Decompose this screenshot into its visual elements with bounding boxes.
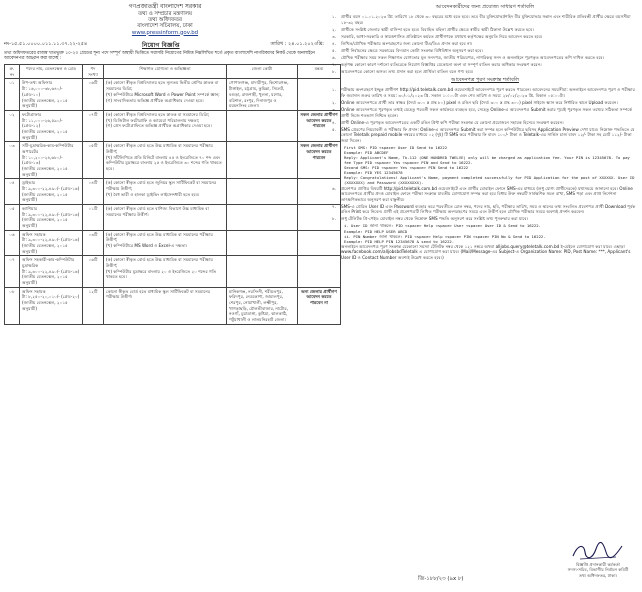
sms-line: ii. PIN Number জানা থাকলে: PID <space> Help <space> PIN <space> PIN No & Send to 16222.	[344, 233, 546, 239]
condition-item	[332, 55, 638, 61]
qualification-line: (গ) প্রেস ফটোগ্রাফিতে অভিজ্ঞ প্রার্থীকে অগ্রাধিকার দেওয়া হবে।	[106, 123, 212, 129]
post-name: সাঁট-মুদ্রাক্ষরিক-কাম-কম্পিউটার অপারেটর	[22, 143, 74, 154]
condition-number: ৭.	[332, 61, 337, 67]
qualification-line: (খ) বৈধ ভারী ও হালকা ড্রাইভিং লাইসেন্সধারী হতে হবে।	[106, 191, 200, 197]
ministry-name: তথ্য ও সম্প্রচার মন্ত্রণালয়	[137, 10, 193, 17]
row-districts: মানিকগঞ্জ, নরসিংদী, শরীয়তপুর, ফরিদপুর, নেত্রকোণা, জামালপুর, শেরপুর, নোয়াখালী, লক্ষ্মীপুর, খাগড়াছড়ি, মৌলভীবাজার, নাটোর, নওগাঁ, চুয়াডাঙ্গা, কুষ্টিয়া, ঝালকাঠি, পটুয়াখালী ও লালমনিরহাট জেলা।	[227, 287, 298, 324]
condition-text: পরীক্ষায় অংশগ্রহণে ইচ্ছুক প্রার্থীগণ http://pid.teletalk.com.bd ওয়েবসাইটে আবেদনপত্র পূরণ করতে পারবেন। আবেদনের সময়সীমা: অনলাইনে আবেদনপত্র পূরণ ও পরীক্ষার ফি জমাদান শুরুর তারিখ ও সময়: ৩০/০১/২০২৩ খ্রি. সকাল ১০:০০টা এবং শেষ তারিখ ও সময়: ২৮/০২/২০২৩ খ্রি. বিকাল ০৫:০০টা।	[341, 87, 635, 98]
footnote	[332, 244, 638, 261]
footnote-text: অনলাইনে আবেদনপত্র পূরণ সংক্রান্ত যেকোনো সমস্যা টেলিটক নম্বর থেকে ১২১ নম্বরে অথবা alljobs.query@teletalk.com.bd ই-মেইলে যোগাযোগ করা যাবে। এছাড়া www.facebook.com/alljobsbdTeletalk এ যোগাযোগ করা যাবে। (Mail/Message-এর Subject-এ Organization Name: PID, Post Name: ***, Applicant's User ID ও Contact Number অবশ্যই উল্লেখ করতে হবে।)	[341, 243, 631, 261]
row-qualification	[104, 110, 227, 141]
condition-item	[332, 34, 638, 40]
condition-text: SMS-এ প্রেরিত User ID এবং Password ব্যবহার করে পরবর্তীতে রোল নম্বর, পদের নাম, ছবি, পরীক্ষার তারিখ, সময় ও স্থানের তথ্য সংবলিত প্রবেশপত্র প্রার্থী Download পূর্বক রঙিন Print করে নিবেন। প্রার্থী এই প্রবেশপত্রটি লিখিত পরীক্ষায় অংশগ্রহণের সময়ে এবং উত্তীর্ণ হলে মৌখিক পরীক্ষার সময়ে অবশ্যই প্রদর্শন করবেন।	[341, 203, 636, 215]
pay-note: (জাতীয় বেতনস্কেল, ২০১৫ অনুযায়ী)	[22, 217, 68, 228]
row-serial: ০৮	[5, 287, 20, 324]
condition-item	[332, 186, 638, 203]
row-remarks: অন্য জেলার প্রার্থীগণ আবেদন করতে পারবেন না	[298, 287, 341, 324]
pay-scale: টা: ১৬,০০০-৩৮,৬৪০/- (গ্রেড-১০)	[22, 86, 63, 97]
condition-item	[332, 204, 638, 215]
condition-text: প্রার্থীর বয়স ০১.০১.২০২৩ খ্রি: তারিখে ১৮ থেকে ৩০ বছরের মধ্যে হতে হবে। তবে বীর মুক্তিযোদ্ধা/শহিদ বীর মুক্তিযোদ্ধার সন্তান এবং শারীরিক প্রতিবন্ধী প্রার্থীর ক্ষেত্রে বয়সসীমা ১৮-৩২ বছর।	[341, 14, 631, 25]
pay-note: (জাতীয় বেতনস্কেল, ২০১৫ অনুযায়ী)	[22, 242, 68, 254]
qualification-line: (গ) সাংবাদিকতায় অভিজ্ঞ প্রার্থীকে অগ্রাধিকার দেওয়া হবে।	[106, 97, 204, 103]
condition-text: প্রার্থী নির্বাচনের ক্ষেত্রে সরকারের বিদ্যমান কোটা সংক্রান্ত বিধিবিধান অনুসরণ করা হবে।	[341, 47, 483, 53]
col-count: পদ সংখ্যা	[83, 65, 104, 79]
pay-scale: টা: ৯,৩০০-২২,৪৯০/- (গ্রেড-১৬)	[22, 237, 80, 243]
row-districts	[227, 230, 298, 256]
condition-number: ৬.	[332, 54, 337, 60]
condition-number: ১.	[332, 14, 337, 19]
qualification-line: (ক) কোনো স্বীকৃত বিশ্ববিদ্যালয় হতে স্নাতক বা সমমানের ডিগ্রি;	[106, 111, 210, 117]
condition-item	[332, 48, 638, 54]
condition-number: ১.	[332, 87, 337, 93]
sms-line: Reply: Applicant's Name, Tk-112 (ONE HUNDRED TWELVE) only will be charged as application fee. Your PIN is 12345678. To pay fee Type PID <space> Yes <space> PIN and Send to 16222.	[344, 155, 630, 166]
posts-table	[4, 61, 341, 325]
pay-note: (জাতীয় বেতনস্কেল, ২০১৫ অনুযায়ী)	[22, 128, 68, 140]
row-districts	[227, 110, 298, 141]
row-qualification	[104, 79, 227, 110]
qualification-line: (খ) ডিজিটাল ফটোগ্রাফি ও ক্যামেরা পরিচালনায় দক্ষতা;	[106, 117, 200, 123]
row-count: ০১টি	[83, 204, 104, 230]
col-serial: ক্র. নং	[5, 65, 20, 79]
row-post	[20, 204, 83, 230]
row-serial: ০৬	[5, 230, 20, 256]
condition-item	[332, 216, 638, 222]
row-post	[20, 79, 83, 110]
col-post: পদের নাম, বেতনস্কেল ও গ্রেড	[20, 65, 83, 79]
table-row	[5, 110, 341, 141]
row-qualification	[104, 230, 227, 256]
memo-ref: নং-১৫.৫১.০০০০.০১১.১১.৩৭.২২-২৫৪	[4, 40, 88, 47]
online-title: আবেদনপত্র পূরণ সংক্রান্ত শর্তাবলি	[451, 77, 519, 84]
post-name: ক্যাশিয়ার	[22, 205, 38, 211]
table-row	[5, 79, 341, 110]
signatory-designation: সদস্য-সচিব, বিভাগীয় নির্বাচন কমিটি	[567, 567, 629, 573]
condition-item	[332, 62, 638, 68]
row-count: ০৫টি	[83, 142, 104, 179]
directorate-name: তথ্য অধিদফতর	[148, 17, 182, 24]
row-serial: ০৭	[5, 256, 20, 287]
table-header-row	[5, 65, 341, 79]
condition-number: ২.	[332, 100, 337, 105]
condition-text: প্রবেশপত্র প্রাপ্তির বিষয়টি http://pid.teletalk.com.bd ওয়েবসাইটে এবং প্রার্থীর মোবাইল ফোনে SMS-এর মাধ্যমে (শুধু যোগ্য প্রার্থীদেরকে) যথাসময়ে জানানো হবে। Online আবেদনপত্রে প্রার্থীর প্রদত্ত মোবাইল ফোনে পরীক্ষা সংক্রান্ত যাবতীয় যোগাযোগ সম্পন্ন করা হবে বিধায় উক্ত নম্বরটি সার্বক্ষণিক সচল রাখা, SMS পড়া এবং প্রাপ্ত নির্দেশনা তাৎক্ষণিকভাবে অনুসরণ করা বাঞ্ছনীয়।	[341, 185, 633, 202]
qualification-line: (ক) কোনো স্বীকৃত বোর্ড হতে উচ্চ মাধ্যমিক বা সমমানের পরীক্ষায় উত্তীর্ণ;	[106, 143, 213, 154]
office-name: বাংলাদেশ সচিবালয়, ঢাকা	[137, 23, 193, 30]
row-districts	[227, 256, 298, 287]
pay-note: (জাতীয় বেতনস্কেল, ২০১৫ অনুযায়ী)	[22, 97, 68, 109]
post-name: ড্রাইভার	[22, 180, 36, 186]
gov-name: গণপ্রজাতন্ত্রী বাংলাদেশ সরকার	[128, 3, 202, 10]
condition-item	[332, 41, 638, 47]
row-count: ১২টি	[83, 287, 104, 324]
row-count: ০৩টি	[83, 230, 104, 256]
post-name: অফিস সহকারী-কাম-কম্পিউটার মুদ্রাক্ষরিক	[22, 257, 75, 268]
condition-number: ৪.	[332, 40, 337, 46]
condition-text: সরকারি, আধা-সরকারি ও স্বায়ত্তশাসিত প্রতিষ্ঠানে কর্মরত প্রার্থীগণকে যথাযথ কর্তৃপক্ষের অনুমতি নিয়ে আবেদন করতে হবে।	[341, 33, 543, 39]
row-qualification	[104, 142, 227, 179]
memo-row	[4, 40, 326, 49]
post-name: ফটোগ্রাফার	[22, 111, 42, 117]
row-count: ০৬টি	[83, 256, 104, 287]
row-districts: গোপালগঞ্জ, মাদারীপুর, কিশোরগঞ্জ, টাঙ্গাইল, চট্টগ্রাম, কুমিল্লা, সিলেট, বগুড়া, রাজশাহী, খুলনা, যশোর, বরিশাল, রংপুর, দিনাজপুর ও ময়মনসিংহ জেলা।	[227, 79, 298, 110]
row-districts	[227, 179, 298, 205]
online-list	[332, 87, 638, 143]
intro-text: তথ্য অধিদফতরের রাজস্ব খাতভুক্ত ১০-২০ গ্রেডের শূন্য পদে সম্পূর্ণ অস্থায়ী ভিত্তিতে সরাসরি নিয়োগের নিমিত্ত নিম্নলিখিত শর্তে প্রকৃত বাংলাদেশি নাগরিকদের নিকট থেকে অনলাইনে আবেদনপত্র আহ্বান করা যাচ্ছে :	[4, 50, 315, 62]
pay-scale: টা: ৯,৩০০-২২,৪৯০/- (গ্রেড-১৬)	[22, 211, 80, 217]
conditions-title: আবেদনকারীদের জন্য প্রযোজ্য সাধারণ শর্তাবলি	[435, 4, 535, 10]
row-post	[20, 287, 83, 324]
condition-text: কর্তৃপক্ষ কোনো কারণ দর্শানো ব্যতিরেকে নিয়োগ বিজ্ঞপ্তির যেকোনো অংশ বা সম্পূর্ণ বাতিল করার অধিকার সংরক্ষণ করেন।	[341, 61, 542, 67]
row-qualification	[104, 179, 227, 205]
condition-text: Online আবেদনপত্রে প্রার্থী তার স্বাক্ষর (দৈর্ঘ্য ৩০০ x প্রস্থ ৮০) pixel ও রঙিন ছবি (দৈর্ঘ্য ৩০০ x প্রস্থ ৩০০) pixel সাইজে স্ক্যান করে নির্ধারিত স্থানে Upload করবেন।	[341, 100, 618, 105]
condition-text: লিখিত/মৌখিক পরীক্ষায় অংশগ্রহণের জন্য কোনো টিএ/ডিএ প্রদান করা হবে না।	[341, 40, 473, 46]
pay-scale: টা: ১১,০০০-২৬,৫৯০/- (গ্রেড-১২)	[22, 117, 63, 129]
condition-text: SMS প্রেরণের নিয়মাবলী ও পরীক্ষার ফি প্রদান: Online-এ আবেদনপত্র Submit করা সম্পন্ন হলে কম্পিউটারে ছবিসহ Application Preview দেখা যাবে। নিম্নোক্ত পদ্ধতিতে যে কোনো Teletalk prepaid mobile নম্বরের মাধ্যমে ০২ (দুই) টি SMS করে পরীক্ষার ফি বাবদ ১০০/- টাকা ও Teletalk-এর সার্ভিস চার্জ বাবদ ১২/- টাকা সহ মোট ১১২/- টাকা জমা দিবেন।	[341, 126, 635, 143]
signature-icon	[570, 540, 626, 562]
condition-number: ৮.	[332, 216, 337, 222]
pay-note: (জাতীয় বেতনস্কেল, ২০১৫ অনুযায়ী)	[22, 300, 68, 311]
condition-item	[332, 14, 638, 25]
row-qualification	[104, 256, 227, 287]
row-serial: ০৩	[5, 142, 20, 179]
condition-text: প্রার্থীকে সংশ্লিষ্ট জেলার স্থায়ী বাসিন্দা হতে হবে। বিবাহিত মহিলা প্রার্থীর ক্ষেত্রে স্বামীর স্থায়ী ঠিকানা উল্লেখ করতে হবে।	[341, 26, 534, 32]
table-row	[5, 142, 341, 179]
post-name: অফিস সহায়ক	[22, 231, 46, 237]
condition-item	[332, 69, 638, 75]
pay-scale: টা: ৮,২৫০-২০,০১০/- (গ্রেড-২০)	[22, 294, 80, 300]
signatory-office: তথ্য অধিদফতর, ঢাকা।	[578, 572, 618, 578]
signatory-name: বিজ্ঞপ্তি প্রদানকারী কর্মকর্তা	[575, 562, 621, 567]
condition-number: ৭.	[332, 203, 337, 209]
memo-date: তারিখ : ২৪.০১.২০২৩খ্রি:	[270, 40, 324, 47]
sms-line: Example: PID HELP PIN 12345678 & send to 16222.	[344, 238, 455, 244]
online-list-2	[332, 186, 638, 223]
sms-line: Second SMS: PID <space> Yes <space> PIN Send to 16222	[344, 165, 469, 171]
condition-text: Online আবেদনপত্রে পূরণকৃত তথ্যই যেহেতু পরবর্তী সকল কার্যক্রমে ব্যবহৃত হবে, সেহেতু Online-এ আবেদনপত্র Submit করার পূর্বেই পূরণকৃত সকল তথ্যের সঠিকতা সম্পর্কে প্রার্থী নিজে শতভাগ নিশ্চিত হবেন।	[341, 107, 633, 118]
conditions-list	[332, 14, 638, 74]
row-districts	[227, 204, 298, 230]
sms-line: Example: PID HELP USER ABCD	[344, 228, 408, 234]
pay-note: (জাতীয় বেতনস্কেল, ২০১৫ অনুযায়ী)	[22, 191, 68, 203]
footer-code: জি-১৮৮/২৩ (৯x ৮)	[418, 576, 464, 582]
pay-scale: টা: ৯,৩০০-২২,৪৯০/- (গ্রেড-১৬)	[22, 268, 80, 274]
row-serial: ০২	[5, 110, 20, 141]
row-post	[20, 256, 83, 287]
row-remarks: সকল জেলার প্রার্থীগণ আবেদন করতে পারবেন	[298, 110, 341, 141]
sms-line: i. User ID জানা থাকলে: PID <space> Help <space> User <space> User ID & Send to 16222.	[344, 223, 541, 229]
pay-scale: টা: ৯,৩০০-২২,৪৯০/- (গ্রেড-১৬)	[22, 185, 80, 191]
post-name: উপ-তথ্য অফিসার	[22, 80, 53, 86]
row-count: ০৭টি	[83, 110, 104, 141]
notice-title: নিয়োগ বিজ্ঞপ্তি	[142, 41, 180, 49]
row-serial: ০৫	[5, 204, 20, 230]
pay-scale: টা: ১০,২০০-২৪,৬৮০/- (গ্রেড-১৩)	[22, 154, 63, 166]
col-district-quota: জেলা কোটা	[227, 65, 298, 79]
sms-instructions	[344, 145, 638, 186]
qualification-line: (খ) কম্পিউটারে Microsoft Word ও Power Point সম্পর্কে জ্ঞান;	[106, 91, 220, 97]
sms-line: First SMS: PID <space> User ID Send to 16222	[344, 144, 448, 150]
left-column	[4, 3, 338, 325]
sms-help-instructions	[344, 223, 638, 243]
table-row	[5, 204, 341, 230]
qualification-line: (খ) কম্পিউটারে MS Word ও Excel-এ দক্ষতা।	[106, 242, 188, 248]
condition-number: ৩.	[332, 33, 337, 39]
row-count: ০৪টি	[83, 179, 104, 205]
condition-number: ২.	[332, 26, 337, 32]
condition-text: শুধু টেলিটক প্রি-পেইড মোবাইল নম্বর থেকে নিম্নোক্ত SMS পদ্ধতি অনুসরণ করে সংশ্লিষ্ট তথ্য পুনরুদ্ধার করা যাবে।	[341, 216, 529, 222]
qualification-line: (খ) কম্পিউটার মুদ্রাক্ষরে বাংলায় ২০ ও ইংরেজিতে ২০ শব্দের গতি থাকতে হবে।	[106, 268, 217, 280]
pay-note: (জাতীয় বেতনস্কেল, ২০১৫ অনুযায়ী)	[22, 274, 68, 285]
qualification-line: কোনো স্বীকৃত বোর্ড হতে মাধ্যমিক স্কুল সার্টিফিকেট বা সমমানের পরীক্ষায় উত্তীর্ণ।	[106, 288, 211, 300]
website-link[interactable]: www.pressinform.gov.bd	[131, 29, 199, 36]
condition-text: প্রার্থী Online-এ পূরণকৃত আবেদনপত্রের একটি রঙিন প্রিন্ট কপি পরীক্ষা সংক্রান্ত যে কোনো প্রয়োজনে সহায়ক হিসেবে সংরক্ষণ করবেন।	[341, 119, 564, 125]
condition-number: ৫.	[332, 47, 337, 53]
condition-number: ৬.	[332, 185, 337, 191]
condition-item	[332, 107, 638, 118]
qualification-line: (ক) কোনো স্বীকৃত বোর্ড হতে উচ্চ মাধ্যমিক বা সমমানের পরীক্ষায় উত্তীর্ণ;	[106, 231, 213, 243]
right-column	[332, 4, 638, 262]
qualification-line: (ক) কোনো স্বীকৃত বোর্ড হতে জুনিয়র স্কুল সার্টিফিকেট বা সমমানের পরীক্ষায় উত্তীর্ণ;	[106, 180, 217, 191]
col-remarks: মন্তব্য	[298, 65, 341, 79]
row-remarks: সকল জেলার প্রার্থীগণ আবেদন করতে পারবেন	[298, 142, 341, 179]
condition-number: ৩.	[332, 107, 337, 113]
col-qualification: শিক্ষাগত যোগ্যতা ও অভিজ্ঞতা	[104, 65, 227, 79]
row-serial: ০১	[5, 79, 20, 110]
row-count: ০৬টি	[83, 79, 104, 110]
condition-item	[332, 100, 638, 106]
sms-line: Example: PID YES 12345678	[344, 170, 403, 176]
post-name: অফিস সহায়ক	[22, 288, 46, 294]
condition-text: আবেদনপত্রে কোনো অসত্য তথ্য প্রদান করা হলে প্রার্থিতা বাতিল বলে গণ্য হবে।	[341, 68, 474, 74]
sms-line: Reply: Congratulations! Applicant's Name, payment completed successfully for PID Application for the post of XXXXXX. User ID (XXXXXXX) and Password (XXXXXXXX).	[344, 175, 635, 186]
row-post	[20, 110, 83, 141]
table-row	[5, 287, 341, 324]
condition-item	[332, 27, 638, 33]
condition-item	[332, 127, 638, 144]
qualification-line: (ক) কোনো স্বীকৃত বিশ্ববিদ্যালয় হতে ন্যূনতম দ্বিতীয় শ্রেণির স্নাতক বা সমমানের ডিগ্রি;	[106, 80, 219, 92]
condition-item	[332, 120, 638, 126]
letterhead	[4, 4, 326, 36]
table-row	[5, 179, 341, 205]
table-body	[5, 79, 341, 324]
row-post	[20, 230, 83, 256]
table-row	[5, 230, 341, 256]
pay-note: (জাতীয় বেতনস্কেল, ২০১৫ অনুযায়ী)	[22, 165, 68, 177]
row-post	[20, 142, 83, 179]
condition-number: ৮.	[332, 68, 337, 74]
row-post	[20, 179, 83, 205]
row-qualification	[104, 287, 227, 324]
qualification-line: (ক) কোনো স্বীকৃত বোর্ড হতে বাণিজ্য বিভাগে উচ্চ মাধ্যমিক বা সমমানের পরীক্ষায় উত্তীর্ণ।	[106, 205, 209, 217]
signature-block	[560, 540, 636, 578]
condition-number: ৪.	[332, 119, 337, 125]
qualification-line: (খ) সাঁটলিপিতে প্রতি মিনিটে বাংলায় ৪৫ ও ইংরেজিতে ৭০ শব্দ এবং কম্পিউটার মুদ্রাক্ষরে বাংলায় ২৫ ও ইংরেজিতে ৩০ শব্দের গতি থাকতে হবে।	[106, 154, 222, 171]
row-qualification	[104, 204, 227, 230]
row-districts	[227, 142, 298, 179]
condition-item	[332, 87, 638, 98]
condition-number: ৫.	[332, 126, 337, 132]
sms-line: Example: PID ABCDEF	[344, 150, 389, 156]
qualification-line: (ক) কোনো স্বীকৃত বোর্ড হতে উচ্চ মাধ্যমিক বা সমমানের পরীক্ষায় উত্তীর্ণ;	[106, 257, 213, 268]
table-row	[5, 256, 341, 287]
row-serial: ০৪	[5, 179, 20, 205]
condition-text: মৌখিক পরীক্ষার সময় সকল শিক্ষাগত যোগ্যতার মূল সনদপত্র, জাতীয় পরিচয়পত্র, নাগরিকত্ব সনদ ও অনলাইনে পূরণকৃত আবেদনপত্রের কপি দাখিল করতে হবে।	[341, 54, 605, 60]
